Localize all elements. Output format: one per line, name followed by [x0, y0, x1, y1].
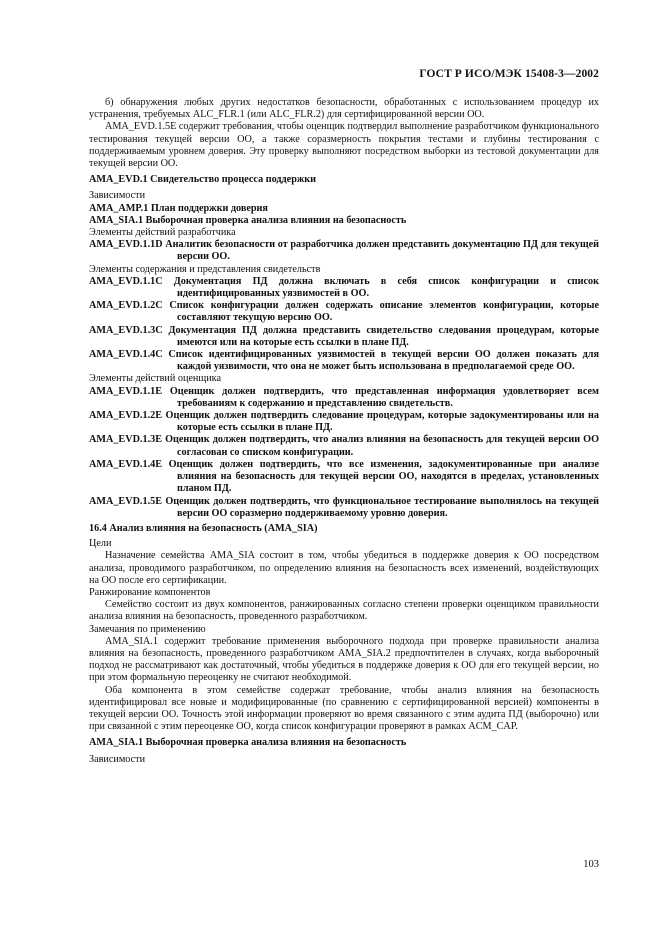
sia-notes-label: Замечания по применению	[89, 623, 206, 635]
document-header: ГОСТ Р ИСО/МЭК 15408-3—2002	[419, 68, 599, 80]
evd1-content-element-2: AMA_EVD.1.2C Список конфигурации должен содержать описание элементов конфигурации, которые составляют текущую версию ОО.	[89, 300, 599, 324]
evd1-content-element-1: AMA_EVD.1.1C Документация ПД должна включать в себя список конфигурации и список идентифицированных уязвимостей в ОО.	[89, 275, 599, 300]
intro-paragraph-1: б) обнаружения любых других недостатков безопасности, обработанных с использованием процедур их устранения, требуемых ALC_FLR.1 (или ALC_FLR.2) для сертифицированной версии ОО.	[89, 97, 599, 121]
sia-goals-text: Назначение семейства AMA_SIA состоит в том, чтобы убедиться в поддержке доверия к ОО посредством анализа, проводимого разработчиком, по определению влияния на безопасность всех изменений, воздействующих на ОО после его сертификации.	[89, 550, 599, 586]
sia-ranking-text: Семейство состоит из двух компонентов, ранжированных согласно степени проверки оценщиком правильности анализа влияния на безопасность, проведенного разработчиком.	[89, 599, 599, 623]
intro-paragraph-2: AMA_EVD.1.5E содержит требования, чтобы оценщик подтвердил выполнение разработчиком функционального тестирования текущей версии ОО, а также соразмерность покрытия тестами и глубины тестирования с поддерживаемым уровнем доверия. Эту проверку выполняют посредством выборки из тестовой документации для текущей версии ОО.	[89, 121, 599, 170]
sia-notes-paragraph-2: Оба компонента в этом семействе содержат требование, чтобы анализ влияния на безопасность идентифицировал все новые и модифицированные (по сравнению с сертифицированной версией) компоненты в текущей версии ОО. Точность этой информации проверяют во время связанного с этим аудита ПД (выборочно) или при связанной с этим переоценке ОО, когда список конфигурации проверяют в рамках ACM_CAP.	[89, 684, 599, 733]
evd1-title: AMA_EVD.1 Свидетельство процесса поддержки	[89, 174, 316, 186]
evd1-evaluator-label: Элементы действий оценщика	[89, 373, 221, 385]
evd1-content-element-3: AMA_EVD.1.3C Документация ПД должна представить свидетельство следования процедурам, которые имеются или на которые есть ссылки в плане ПД.	[89, 324, 599, 348]
evd1-dependency-2: AMA_SIA.1 Выборочная проверка анализа влияния на безопасность	[89, 214, 407, 226]
evd1-evaluator-element-2: AMA_EVD.1.2E Оценщик должен подтвердить следование процедурам, которые задокументированы или на которые есть ссылки в плане ПД.	[89, 410, 599, 434]
sia-goals-label: Цели	[89, 538, 112, 550]
sia1-title: AMA_SIA.1 Выборочная проверка анализа влияния на безопасность	[89, 737, 407, 749]
page-number: 103	[583, 859, 599, 870]
evd1-content-element-4: AMA_EVD.1.4C Список идентифицированных уязвимостей в текущей версии ОО должен показать для каждой уязвимости, что она не может быть использована в предполагаемой среде ОО.	[89, 349, 599, 373]
evd1-evaluator-element-1: AMA_EVD.1.1E Оценщик должен подтвердить, что представленная информация удовлетворяет всем требованиям к содержанию и представлению свидетельств.	[89, 385, 599, 409]
evd1-dependencies-label: Зависимости	[89, 190, 146, 202]
sia-notes-paragraph-1: AMA_SIA.1 содержит требование применения выборочного подхода при проверке правильности анализа влияния на безопасность, проведенного разработчиком AMA_SIA.2 предпочтителен в случаях, когда выборочный подход не рассматривают как достаточный, чтобы убедиться в поддержке доверия к ОО для его текущей версии, но при этом формальную переоценку не считают необходимой.	[89, 635, 599, 684]
evd1-content-label: Элементы содержания и представления свидетельств	[89, 263, 321, 275]
evd1-developer-label: Элементы действий разработчика	[89, 227, 236, 239]
section-16-4-title: 16.4 Анализ влияния на безопасность (AMA_SIA)	[89, 522, 318, 534]
evd1-evaluator-element-4: AMA_EVD.1.4E Оценщик должен подтвердить, что все изменения, задокументированные при анализе влияния на безопасность для текущей версии ОО, находятся в пределах, установленных планом ПД.	[89, 458, 599, 495]
evd1-evaluator-element-5: AMA_EVD.1.5E Оценщик должен подтвердить, что функциональное тестирование выполнялось на текущей версии ОО соразмерно поддерживаемому уровню доверия.	[89, 495, 599, 519]
sia-ranking-label: Ранжирование компонентов	[89, 586, 211, 598]
page-body	[89, 97, 599, 766]
sia1-dependencies-label: Зависимости	[89, 753, 146, 765]
evd1-dependency-1: AMA_AMP.1 План поддержки доверия	[89, 202, 268, 214]
evd1-developer-element-1: AMA_EVD.1.1D Аналитик безопасности от разработчика должен представить документацию ПД для текущей версии ОО.	[89, 239, 599, 263]
evd1-evaluator-element-3: AMA_EVD.1.3E Оценщик должен подтвердить, что анализ влияния на безопасность для текущей версии ОО согласован со списком конфигурации.	[89, 434, 599, 458]
